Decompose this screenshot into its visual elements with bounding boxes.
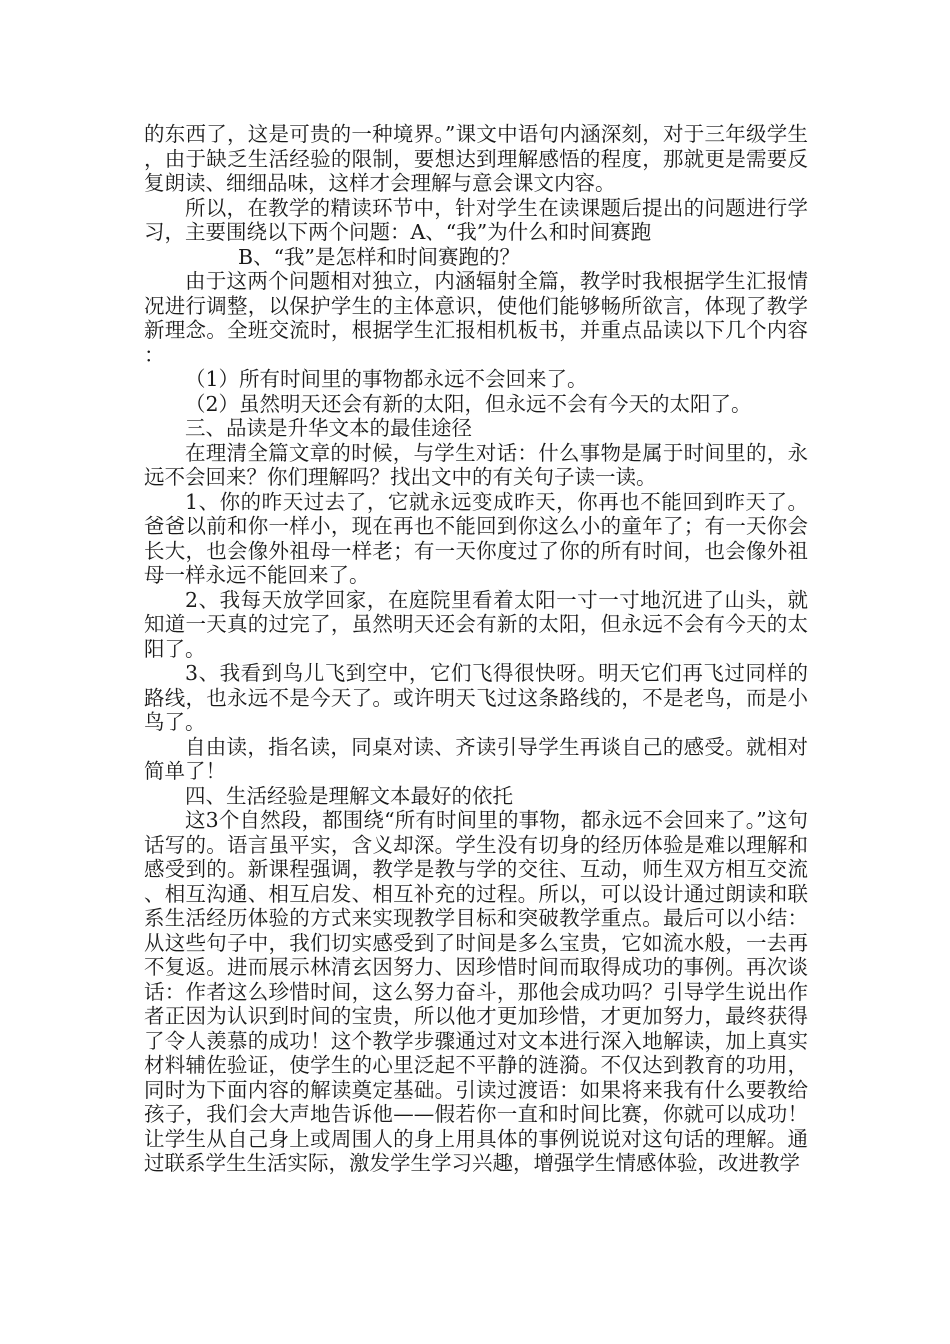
paragraph-final: 这3个自然段，都围绕“所有时间里的事物，都永远不会回来了。”这句话写的。语言虽平实，含义却深。学生没有切身的经历体验是难以理解和感受到的。新课程强调，教学是教与学的交往、互动，师生双方相互交流、相互沟通、相互启发、相互补充的过程。所以，可以设计通过朗读和联系生活经历体验的方式来实现教学目标和突破教学重点。最后可以小结：从这些句子中，我们切实感受到了时间是多么宝贵，它如流水般，一去再不复返。进而展示林清玄因努力、因珍惜时间而取得成功的事例。再次谈话：作者这么珍惜时间，这么努力奋斗，那他会成功吗？引导学生说出作者正因为认识到时间的宝贵，所以他才更加珍惜，才更加努力，最终获得了令人羡慕的成功！这个教学步骤通过对文本进行深入地解读，加上真实材料辅佐验证，使学生的心里泛起不平静的涟漪。不仅达到教育的功用，同时为下面内容的解读奠定基础。引读过渡语：如果将来我有什么要教给孩子，我们会大声地告诉他——假若你一直和时间比赛，你就可以成功！让学生从自己身上或周围人的身上用具体的事例说说对这句话的理解。通过联系学生生活实际，激发学生学习兴趣，增强学生情感体验，改进教学 [144,808,808,1175]
document-body [144,122,808,1176]
paragraph-continuation: 的东西了，这是可贵的一种境界。”课文中语句内涵深刻，对于三年级学生，由于缺乏生活经验的限制，要想达到理解感悟的程度，那就更是需要反复朗读、细细品味，这样才会理解与意会课文内容。 [144,122,808,195]
quote-1: 1、你的昨天过去了，它就永远变成昨天，你再也不能回到昨天了。爸爸以前和你一样小，现在再也不能回到你这么小的童年了；有一天你会长大，也会像外祖母一样老；有一天你度过了你的所有时间，也会像外祖母一样永远不能回来了。 [144,489,808,587]
list-item-2: （2）虽然明天还会有新的太阳，但永远不会有今天的太阳了。 [185,391,752,416]
paragraph-dialogue: 在理清全篇文章的时候，与学生对话：什么事物是属于时间里的，永远不会回来？你们理解吗？找出文中的有关句子读一读。 [144,440,808,489]
paragraph-questions-a: 所以，在教学的精读环节中，针对学生在读课题后提出的问题进行学习，主要围绕以下两个问题：A、“我”为什么和时间赛跑 [144,195,808,244]
paragraph-adjust: 由于这两个问题相对独立，内涵辐射全篇，教学时我根据学生汇报情况进行调整，以保护学生的主体意识，使他们能够畅所欲言，体现了教学新理念。全班交流时，根据学生汇报相机板书，并重点品读以下几个内容： [144,269,808,367]
quote-3: 3、我看到鸟儿飞到空中，它们飞得很快呀。明天它们再飞过同样的路线，也永远不是今天了。或许明天飞过这条路线的，不是老鸟，而是小鸟了。 [144,661,808,734]
list-item-1: （1）所有时间里的事物都永远不会回来了。 [185,367,588,391]
quote-2: 2、我每天放学回家，在庭院里看着太阳一寸一寸地沉进了山头，就知道一天真的过完了，虽然明天还会有新的太阳，但永远不会有今天的太阳了。 [144,587,808,661]
paragraph-questions-b: B、“我”是怎样和时间赛跑的？ [238,244,521,269]
section-heading-4: 四、生活经验是理解文本最好的依托 [185,783,513,808]
section-heading-3: 三、品读是升华文本的最佳途径 [185,416,472,440]
paragraph-free-reading: 自由读，指名读，同桌对读、齐读引导学生再谈自己的感受。就相对简单了！ [144,734,808,783]
